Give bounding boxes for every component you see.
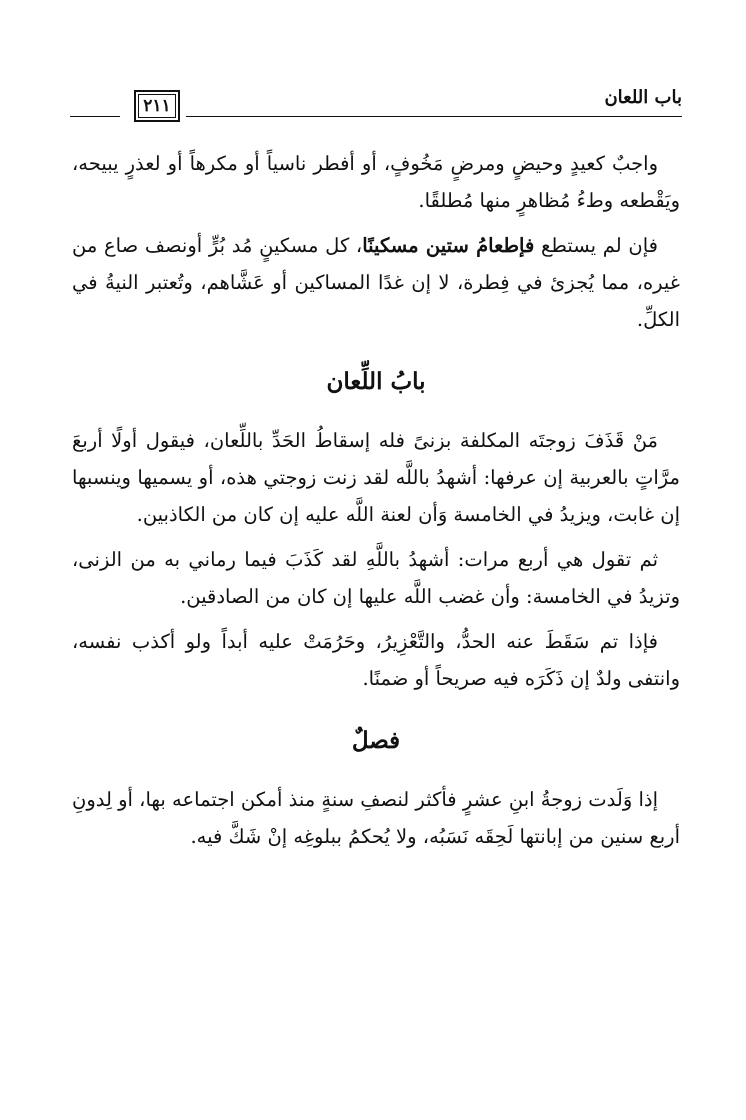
page-body	[72, 145, 680, 863]
running-title: باب اللعان	[604, 87, 682, 108]
paragraph-2	[72, 227, 680, 338]
paragraph-4: ثم تقول هي أربع مرات: أشهدُ باللَّهِ لقد كَذَبَ فيما رماني به من الزنى، وتزيدُ في الخامسة: وأن غضب اللَّه عليها إن كان من الصادقين.	[72, 548, 680, 608]
header-rule-right	[186, 116, 682, 117]
paragraph-1: واجبٌ كعيدٍ وحيضٍ ومرضٍ مَخُوفٍ، أو أفطر ناسياً أو مكرهاً أو لعذرٍ يبيحه، ويَقْطعه وطءُ مُظاهرٍ منها مُطلقًا.	[72, 152, 680, 212]
paragraph-6: إذا وَلَدت زوجةُ ابنِ عشرٍ فأكثر لنصفِ سنةٍ منذ أمكن اجتماعه بها، أو لِدونِ أربع سنين من إبانتها لَحِقَه نَسَبُه، ولا يُحكمُ ببلوغِه إنْ شَكَّ فيه.	[72, 788, 680, 848]
section-heading-fasl: فصلٌ	[351, 727, 401, 754]
section-heading-lian: بابُ اللِّعان	[326, 368, 426, 395]
header-rule-left	[70, 116, 120, 117]
paragraph-2-text-end: ، كل مسكينٍ مُد بُرٍّ أونصف صاع من غيره، مما يُجزئ في فِطرة، لا إن غدًا المساكين أو عَشَّاهم، وتُعتبر النيةُ في الكلِّ.	[72, 234, 680, 331]
paragraph-2-bold-text: فإطعامُ ستين مسكينًا	[362, 234, 535, 257]
paragraph-5: فإذا تم سَقَطَ عنه الحدُّ، والتَّعْزِيرُ، وحَرُمَتْ عليه أبداً ولو أكذب نفسه، وانتفى ولدٌ إن ذَكَرَه فيه صريحاً أو ضمنًا.	[72, 630, 680, 690]
page-number: ٢١١	[134, 90, 180, 122]
page-header	[70, 86, 682, 126]
paragraph-3: مَنْ قَذَفَ زوجتَه المكلفة بزنىً فله إسقاطُ الحَدِّ باللِّعان، فيقول أولًا أربعَ مرَّاتٍ بالعربية إن عرفها: أشهدُ باللَّه لقد زنت زوجتي هذه، أو يسميها وينسبها إن غابت، ويزيدُ في الخامسة وَأن لعنة اللَّه عليه إن كان من الكاذبين.	[72, 429, 680, 526]
paragraph-2-text-start: فإن لم يستطع	[534, 234, 658, 257]
